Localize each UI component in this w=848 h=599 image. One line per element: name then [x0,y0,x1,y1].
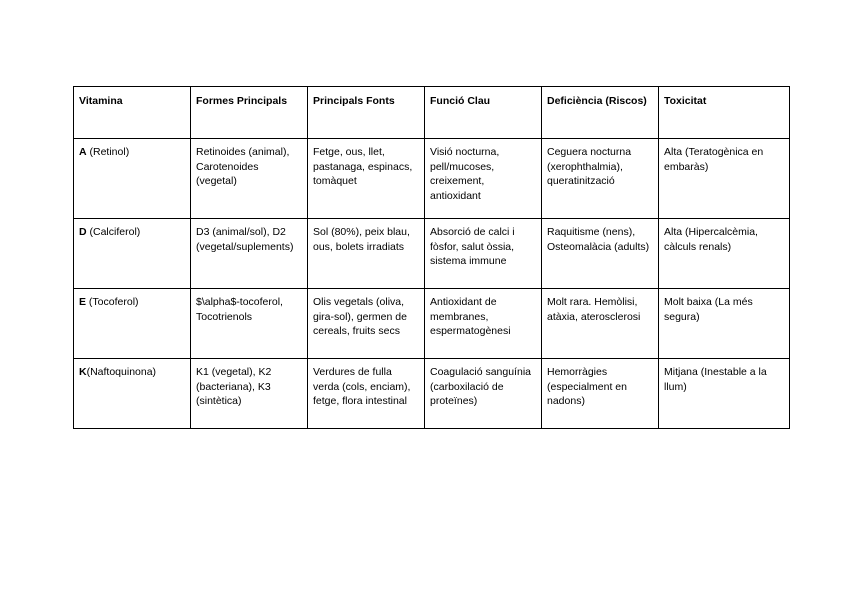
vitamin-cell [74,219,191,289]
table-row [74,359,790,429]
header-funcio-clau: Funció Clau [425,87,542,139]
table-header-row [74,87,790,139]
vitamin-name: (Naftoquinona) [86,366,157,378]
vitamin-name: (Calciferol) [86,226,141,238]
forms-cell: D3 (animal/sol), D2 (vegetal/suplements) [191,219,308,289]
header-deficiencia: Deficiència (Riscos) [542,87,659,139]
deficiency-cell: Raquitisme (nens), Osteomalàcia (adults) [542,219,659,289]
vitamin-cell [74,289,191,359]
table-row [74,289,790,359]
toxicity-cell: Alta (Teratogènica en embaràs) [659,139,790,219]
sources-cell: Olis vegetals (oliva, gira-sol), germen de cereals, fruits secs [308,289,425,359]
deficiency-cell: Hemorràgies (especialment en nadons) [542,359,659,429]
table-row [74,139,790,219]
header-formes-principals: Formes Principals [191,87,308,139]
toxicity-cell: Alta (Hipercalcèmia, càlculs renals) [659,219,790,289]
sources-cell: Verdures de fulla verda (cols, enciam), fetge, flora intestinal [308,359,425,429]
vitamin-name: (Tocoferol) [86,296,139,308]
function-cell: Coagulació sanguínia (carboxilació de proteïnes) [425,359,542,429]
header-vitamina: Vitamina [74,87,191,139]
sources-cell: Fetge, ous, llet, pastanaga, espinacs, tomàquet [308,139,425,219]
deficiency-cell: Ceguera nocturna (xerophthalmia), queratinització [542,139,659,219]
header-toxicitat: Toxicitat [659,87,790,139]
vitamin-letter: E [79,296,87,308]
vitamin-letter: A [79,146,87,158]
sources-cell: Sol (80%), peix blau, ous, bolets irradiats [308,219,425,289]
forms-cell: Retinoides (animal), Carotenoides (vegetal) [191,139,308,219]
vitamin-cell [74,139,191,219]
vitamins-table [73,86,790,429]
deficiency-cell: Molt rara. Hemòlisi, atàxia, aterosclerosi [542,289,659,359]
toxicity-cell: Molt baixa (La més segura) [659,289,790,359]
vitamin-letter: D [79,226,87,238]
vitamin-letter: K [79,366,87,378]
vitamin-cell [74,359,191,429]
function-cell: Antioxidant de membranes, espermatogènesi [425,289,542,359]
vitamin-name: (Retinol) [86,146,130,158]
function-cell: Absorció de calci i fòsfor, salut òssia, sistema immune [425,219,542,289]
function-cell: Visió nocturna, pell/mucoses, creixement, antioxidant [425,139,542,219]
forms-cell: $\alpha$-tocoferol, Tocotrienols [191,289,308,359]
forms-cell: K1 (vegetal), K2 (bacteriana), K3 (sintètica) [191,359,308,429]
toxicity-cell: Mitjana (Inestable a la llum) [659,359,790,429]
header-principals-fonts: Principals Fonts [308,87,425,139]
table-row [74,219,790,289]
